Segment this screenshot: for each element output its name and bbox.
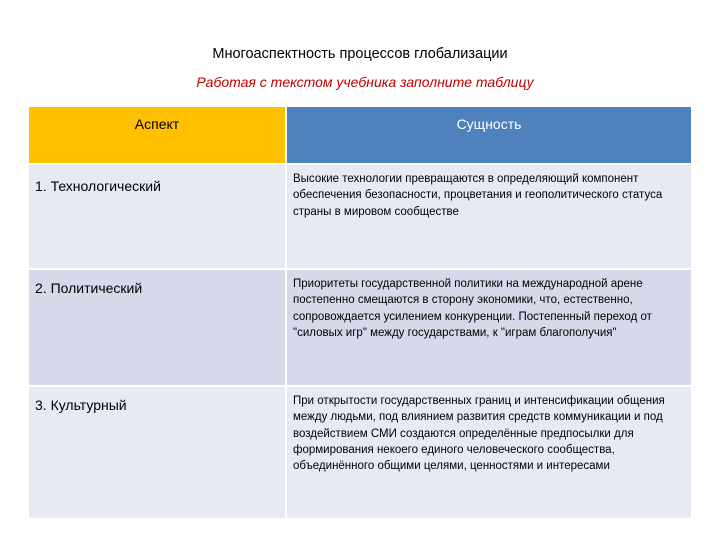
header-aspect: Аспект xyxy=(29,107,286,164)
header-essence: Сущность xyxy=(286,107,691,164)
page-subtitle: Работая с текстом учебника заполните таблицу xyxy=(196,74,534,90)
essence-cell: При открытости государственных границ и интенсификации общения между людьми, под влиянием развития средств коммуникации и под воздействием СМИ создаются определённые предпосылки для формирования некоего единого человеческого сообщества, объединённого общими целями, ценностями и интересами xyxy=(286,386,691,518)
aspect-cell: 1. Технологический xyxy=(29,164,286,269)
table-row xyxy=(29,164,691,269)
page-title: Многоаспектность процессов глобализации xyxy=(212,46,508,62)
essence-cell: Высокие технологии превращаются в определяющий компонент обеспечения безопасности, процветания и геополитического статуса страны в мировом сообществе xyxy=(286,164,691,269)
table-row xyxy=(29,386,691,518)
globalization-aspects-table xyxy=(29,107,691,518)
essence-cell: Приоритеты государственной политики на международной арене постепенно смещаются в сторону экономики, что, естественно, сопровождается усилением конкуренции. Постепенный переход от "силовых игр" между государствами, к "играм благополучия" xyxy=(286,269,691,386)
aspect-cell: 2. Политический xyxy=(29,269,286,386)
table-header-row xyxy=(29,107,691,164)
table-row xyxy=(29,269,691,386)
aspect-cell: 3. Культурный xyxy=(29,386,286,518)
